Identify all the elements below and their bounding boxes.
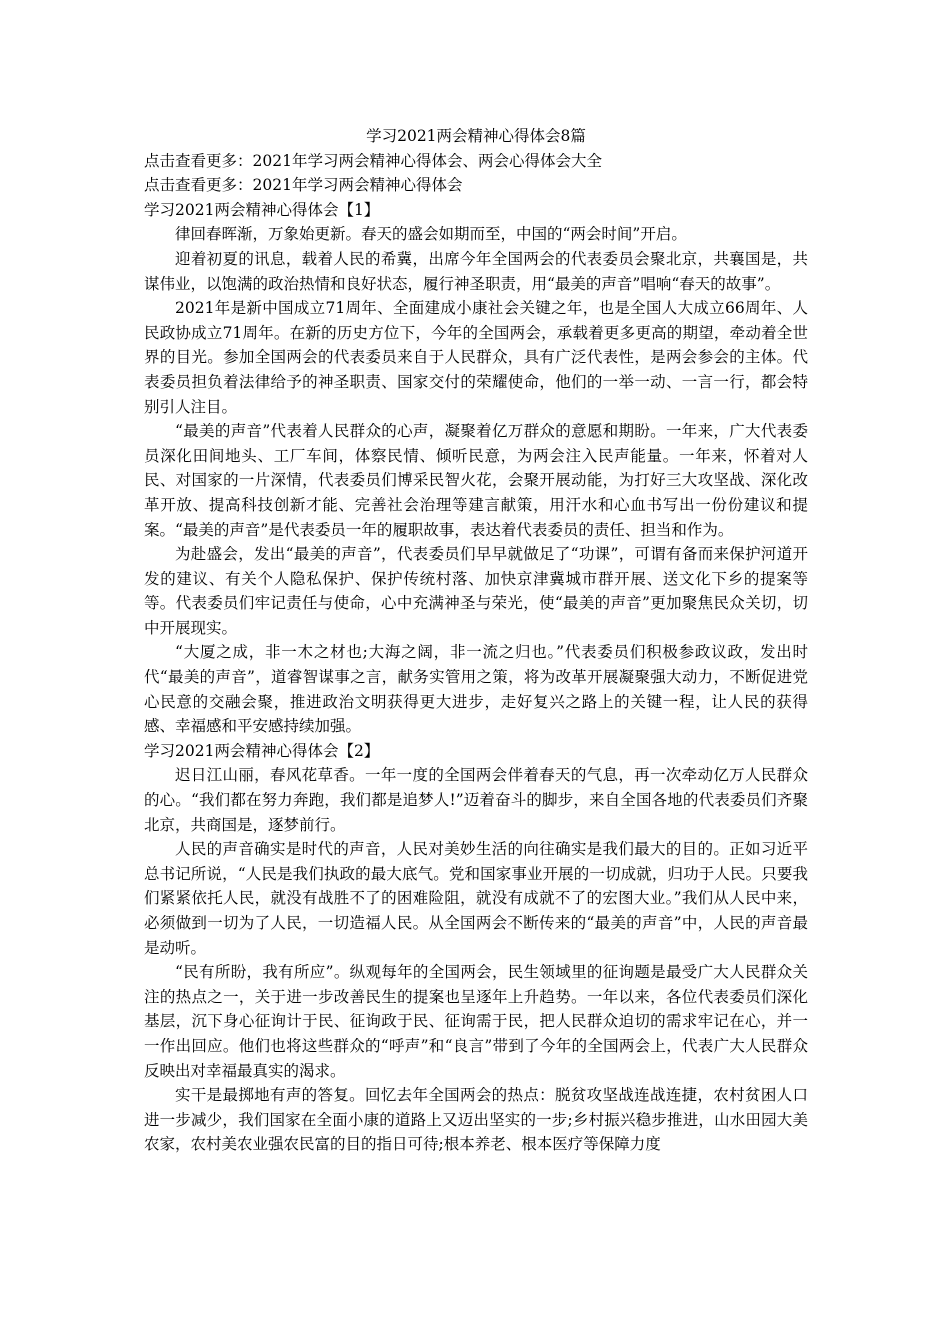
paragraph: “民有所盼，我有所应”。纵观每年的全国两会，民生领域里的征询题是最受广大人民群众关注的热点之一，关于进一步改善民生的提案也呈逐年上升趋势。一年以来，各位代表委员们深化基层，沉下身心征询计于民、征询政于民、征询需于民，把人民群众迫切的需求牢记在心，并一一作出回应。他们也将这些群众的“呼声”和“良言”带到了今年的全国两会上，代表广大人民群众反映出对幸福最真实的渴求。 bbox=[144, 963, 808, 1080]
paragraph: “大厦之成，非一木之材也;大海之阔，非一流之归也。”代表委员们积极参政议政，发出时代“最美的声音”，道睿智谋事之言，献务实管用之策，将为改革开展凝聚强大动力，不断促进党心民意的交融会聚，推进政治文明获得更大进步，走好复兴之路上的关键一程，让人民的获得感、幸福感和平安感持续加强。 bbox=[144, 643, 808, 736]
paragraph: 律回春晖渐，万象始更新。春天的盛会如期而至，中国的“两会时间”开启。 bbox=[175, 225, 687, 244]
section-heading-1: 学习2021两会精神心得体会【1】 bbox=[144, 200, 380, 219]
paragraph: 迎着初夏的讯息，载着人民的希冀，出席今年全国两会的代表委员会聚北京，共襄国是，共谋伟业，以饱满的政治热情和良好状态，履行神圣职责，用“最美的声音”唱响“春天的故事”。 bbox=[144, 249, 808, 293]
paragraph: 人民的声音确实是时代的声音，人民对美妙生活的向往确实是我们最大的目的。正如习近平总书记所说，“人民是我们执政的最大底气。党和国家事业开展的一切成就，归功于人民。只要我们紧紧依托人民，就没有战胜不了的困难险阻，就没有成就不了的宏图大业。”我们从人民中来，必须做到一切为了人民，一切造福人民。从全国两会不断传来的“最美的声音”中，人民的声音最是动听。 bbox=[144, 840, 808, 957]
paragraph: 迟日江山丽，春风花草香。一年一度的全国两会伴着春天的气息，再一次牵动亿万人民群众的心。“我们都在努力奔跑，我们都是追梦人!”迈着奋斗的脚步，来自全国各地的代表委员们齐聚北京，共商国是，逐梦前行。 bbox=[144, 766, 808, 834]
paragraph: “最美的声音”代表着人民群众的心声，凝聚着亿万群众的意愿和期盼。一年来，广大代表委员深化田间地头、工厂车间，体察民情、倾听民意，为两会注入民声能量。一年来，怀着对人民、对国家的一片深情，代表委员们博采民智火花，会聚开展动能，为打好三大攻坚战、深化改革开放、提高科技创新才能、完善社会治理等建言献策，用汗水和心血书写出一份份建议和提案。“最美的声音”是代表委员一年的履职故事，表达着代表委员的责任、担当和作为。 bbox=[144, 422, 808, 539]
more-link-1[interactable]: 点击查看更多：2021年学习两会精神心得体会、两会心得体会大全 bbox=[144, 151, 602, 170]
paragraph: 为赴盛会，发出“最美的声音”，代表委员们早早就做足了“功课”，可谓有备而来保护河道开发的建议、有关个人隐私保护、保护传统村落、加快京津冀城市群开展、送文化下乡的提案等等。代表委员们牢记责任与使命，心中充满神圣与荣光，使“最美的声音”更加聚焦民众关切，切中开展现实。 bbox=[144, 545, 808, 637]
document-title: 学习2021两会精神心得体会8篇 bbox=[366, 127, 586, 145]
more-link-2[interactable]: 点击查看更多：2021年学习两会精神心得体会 bbox=[144, 176, 463, 195]
paragraph: 2021年是新中国成立71周年、全面建成小康社会关键之年，也是全国人大成立66周年、人民政协成立71周年。在新的历史方位下，今年的全国两会，承载着更多更高的期望，牵动着全世界的目光。参加全国两会的代表委员来自于人民群众，具有广泛代表性，是两会参会的主体。代表委员担负着法律给予的神圣职责、国家交付的荣耀使命，他们的一举一动、一言一行，都会特别引人注目。 bbox=[144, 299, 808, 416]
paragraph: 实干是最掷地有声的答复。回忆去年全国两会的热点：脱贫攻坚战连战连捷，农村贫困人口进一步减少，我们国家在全面小康的道路上又迈出坚实的一步;乡村振兴稳步推进，山水田园大美农家，农村美农业强农民富的目的指日可待;根本养老、根本医疗等保障力度 bbox=[144, 1086, 808, 1154]
document-body bbox=[144, 124, 808, 1157]
section-heading-2: 学习2021两会精神心得体会【2】 bbox=[144, 741, 380, 760]
